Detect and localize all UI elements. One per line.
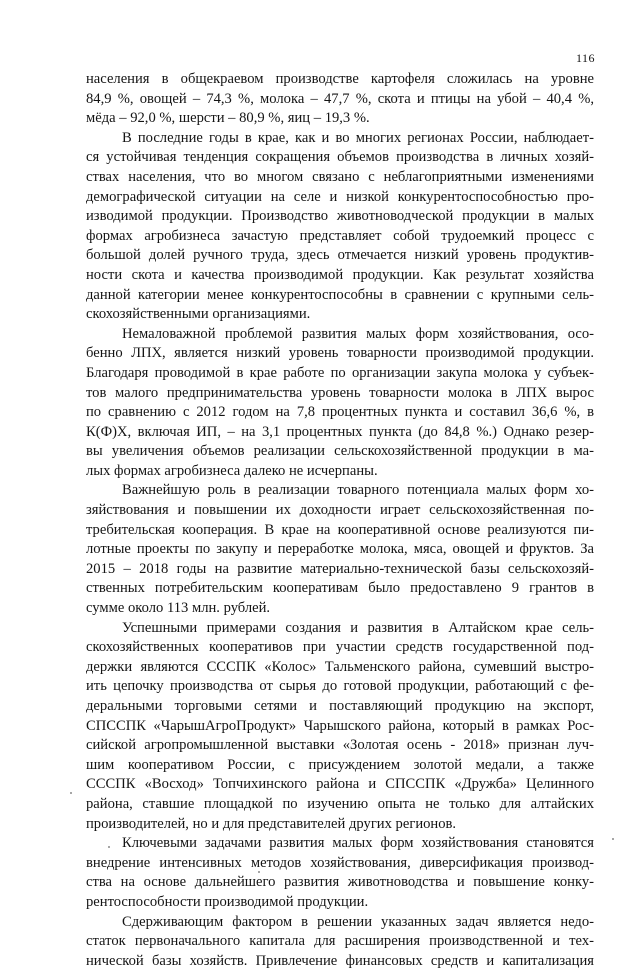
scan-speck	[70, 792, 72, 794]
text-line: демографической ситуации на селе и низкой конкурентоспособностью про-	[86, 188, 594, 205]
text-line: Сдерживающим фактором в решении указанных задач является недо-	[122, 913, 594, 930]
paragraph	[86, 834, 594, 912]
text-line: СССПК «Восход» Топчихинского района и СПССПК «Дружба» Целинного	[86, 776, 594, 793]
paragraph	[86, 325, 594, 482]
text-line: К(Ф)Х, включая ИП, – на 3,1 процентных пункта (до 84,8 %.) Однако резер-	[86, 423, 594, 440]
text-line: лотные проекты по закупу и переработке молока, мяса, овощей и фруктов. За	[86, 541, 594, 558]
text-line: сийской агропромышленной выставки «Золотая осень - 2018» признан луч-	[86, 737, 594, 754]
text-line: Немаловажной проблемой развития малых форм хозяйствования, осо-	[122, 325, 594, 342]
text-line: Важнейшую роль в реализации товарного потенциала малых форм хо-	[122, 482, 594, 499]
text-line: формах агробизнеса зачастую представляет собой трудоемкий процесс с	[86, 227, 594, 244]
page-number: 116	[576, 51, 596, 65]
text-line: ности скота и качества производимой продукции. Как результат хозяйства	[86, 266, 594, 283]
text-line: Благодаря проводимой в крае работе по организации закупа молока у субъек-	[86, 364, 594, 381]
text-line: большой долей ручного труда, здесь отмечается низкий уровень продуктив-	[86, 247, 594, 264]
text-line: деральными торговыми сетями и поставляющий продукцию на экспорт,	[86, 698, 594, 714]
paragraph	[86, 129, 594, 325]
text-line: Ключевыми задачами развития малых форм хозяйствования становятся	[122, 835, 594, 852]
text-line: тов малого предпринимательства уровень товарности молока в ЛПХ вырос	[86, 384, 594, 401]
text-line: держки являются СССПК «Колос» Тальменского района, сумевший выстро-	[86, 658, 594, 675]
text-line: В последние годы в крае, как и во многих регионах России, наблюдает-	[122, 129, 594, 146]
text-line: внедрение интенсивных методов хозяйствования, диверсификация производ-	[86, 854, 594, 871]
text-line: района, ставшие площадкой по изучению опыта не только для алтайских	[86, 795, 594, 812]
scan-speck	[612, 838, 614, 840]
text-line: зяйствования и повышении их доходности играет сельскохозяйственная по-	[86, 502, 594, 519]
text-line: бенно ЛПХ, является низкий уровень товарности производимой продукции.	[86, 345, 594, 362]
paragraph	[86, 913, 594, 971]
text-line: изводимой продукции. Производство животноводческой продукции в малых	[86, 208, 594, 225]
text-line: рентоспособности производимой продукции.	[86, 893, 369, 910]
text-line: шим кооперативом России, с присуждением золотой медали, а также	[86, 756, 594, 773]
text-line: скохозяйственными организациями.	[86, 306, 311, 323]
text-line: сумме около 113 млн. рублей.	[86, 600, 271, 617]
text-line: по сравнению с 2012 годом на 7,8 процентных пункта и составил 36,6 %, в	[86, 404, 594, 421]
scan-speck	[258, 871, 260, 873]
text-line: требительская кооперация. В крае на кооперативной основе реализуются пи-	[86, 521, 594, 538]
text-line: ся устойчивая тенденция сокращения объемов производства в личных хозяй-	[86, 149, 594, 166]
text-line: мёда – 92,0 %, шерсти – 80,9 %, яиц – 19,3 %.	[86, 110, 370, 127]
text-line: производителей, но и для представителей других регионов.	[86, 815, 457, 832]
scan-speck	[108, 846, 110, 848]
paragraph	[86, 481, 594, 618]
text-line: ства на основе дальнейшего развития животноводства и повышение конку-	[86, 874, 594, 891]
text-line: нической базы хозяйств. Привлечение финансовых средств и капитализация	[86, 952, 594, 969]
text-line: данной категории менее конкурентоспособны в сравнении с крупными сель-	[86, 286, 594, 303]
text-line: ить цепочку производства от сырья до готовой продукции, работающий с фе-	[86, 678, 594, 695]
text-line: Успешными примерами создания и развития в Алтайском крае сель-	[122, 619, 594, 636]
text-line: ствах населения, что во многом связано с неблагоприятными изменениями	[86, 168, 594, 185]
text-line: 84,9 %, овощей – 74,3 %, молока – 47,7 %, скота и птицы на убой – 40,4 %,	[86, 90, 594, 107]
text-line: ственных потребительским кооперативам было предоставлено 9 грантов в	[86, 580, 594, 597]
text-line: населения в общекраевом производстве картофеля сложилась на уровне	[86, 71, 594, 87]
paragraph	[86, 70, 594, 129]
text-line: статок первоначального капитала для расширения производственной и тех-	[86, 933, 594, 950]
text-line: СПССПК «ЧарышАгроПродукт» Чарышского района, который в рамках Рос-	[86, 717, 594, 734]
body-text	[86, 70, 594, 971]
text-line: 2015 – 2018 годы на развитие материально-технической базы сельскохозяй-	[86, 560, 594, 577]
paragraph	[86, 619, 594, 835]
text-line: скохозяйственных кооперативов при участии средств государственной под-	[86, 639, 594, 656]
text-line: вы увеличения объемов реализации сельскохозяйственной продукции в ма-	[86, 443, 594, 460]
text-line: лых формах агробизнеса далеко не исчерпаны.	[86, 462, 378, 479]
